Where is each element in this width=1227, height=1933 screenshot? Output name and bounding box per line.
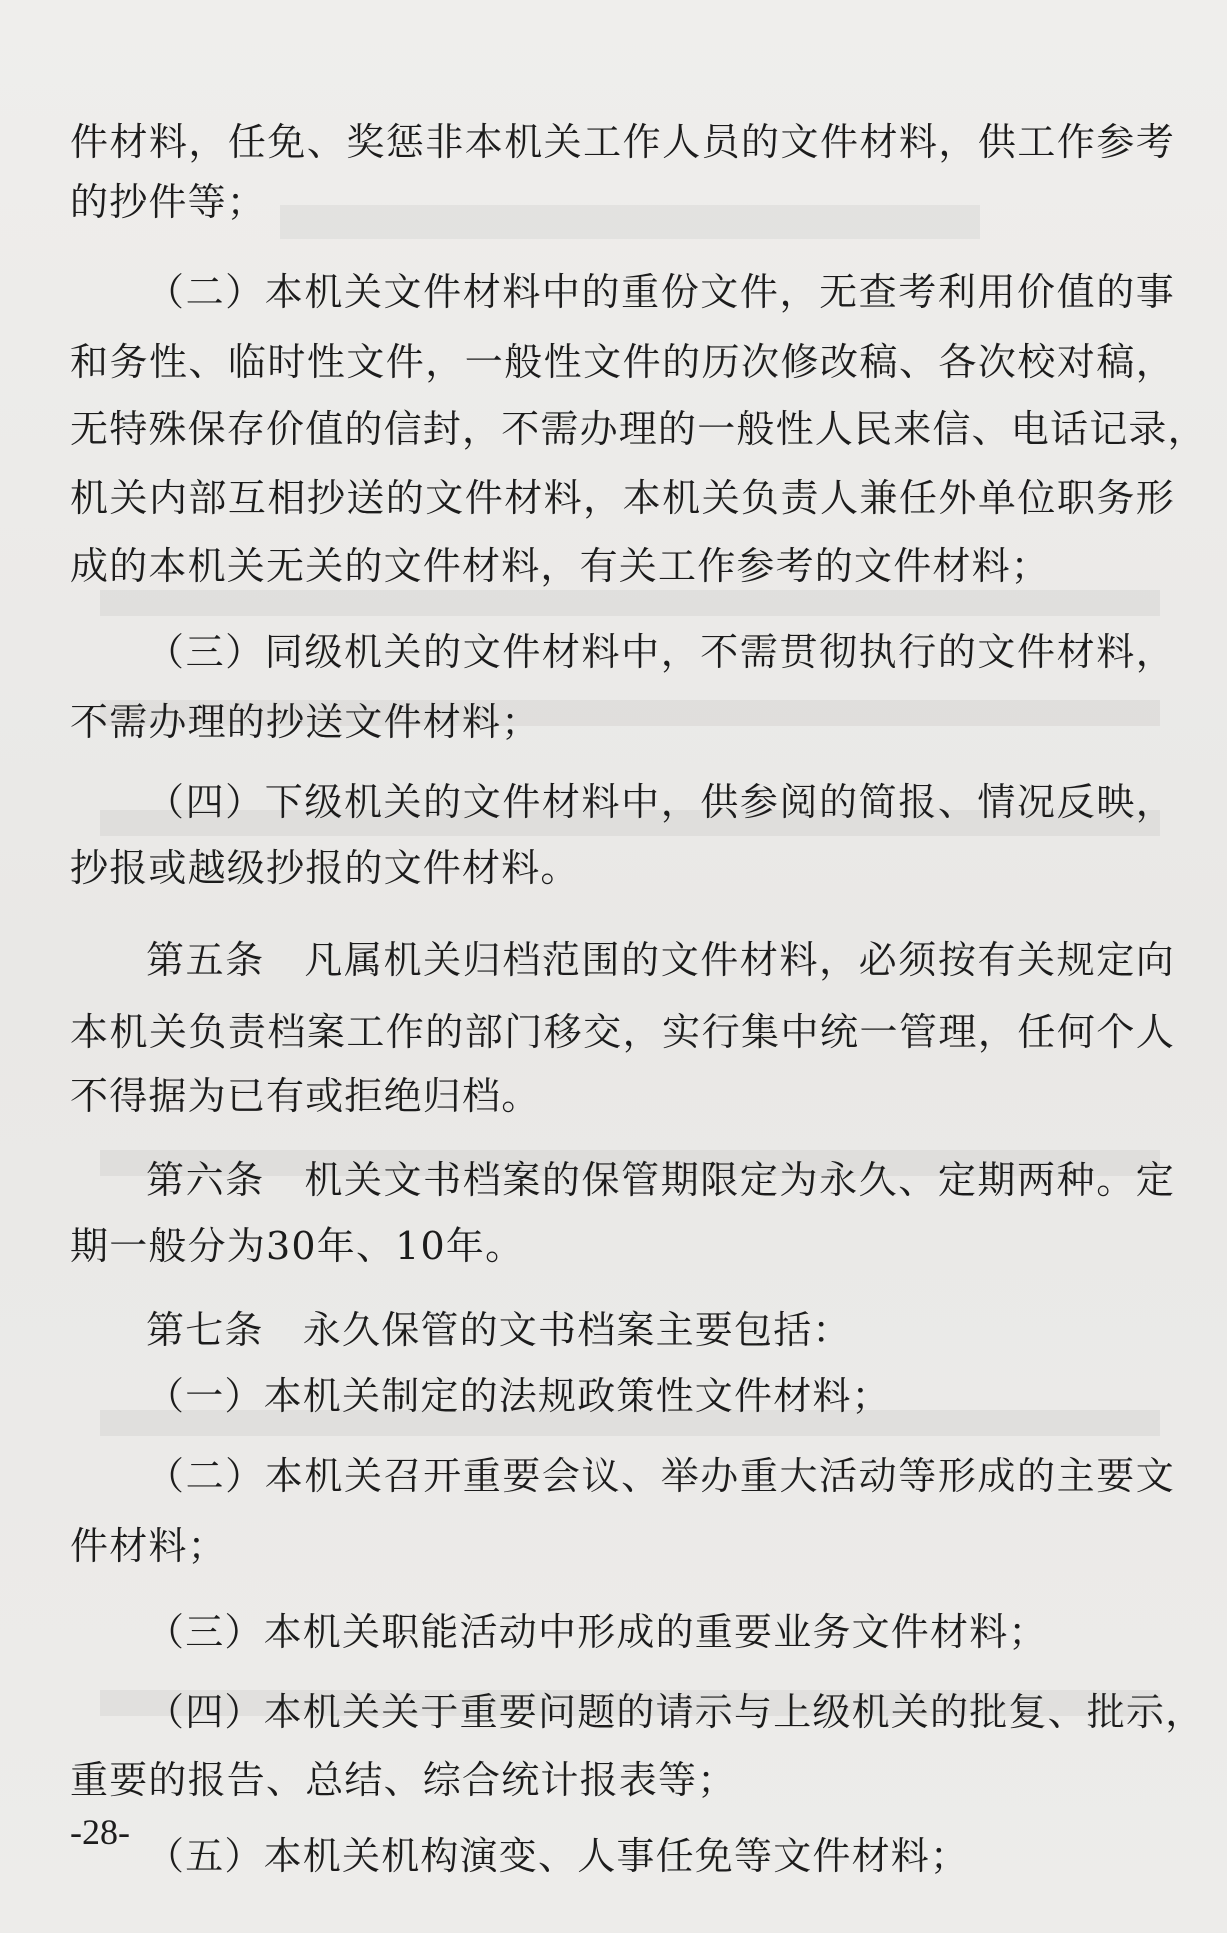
- body-text-line: （五）本机关机构演变、人事任免等文件材料；: [146, 1834, 970, 1878]
- body-text-line: 件材料；: [70, 1524, 227, 1568]
- body-text-line: （四）下级机关的文件材料中，供参阅的简报、情况反映，: [146, 780, 1175, 824]
- body-text-line: （四）本机关关于重要问题的请示与上级机关的批复、批示，: [146, 1690, 1205, 1734]
- body-text-line: 不得据为已有或拒绝归档。: [70, 1074, 541, 1118]
- body-text-line: 件材料，任免、奖惩非本机关工作人员的文件材料，供工作参考: [70, 120, 1175, 164]
- body-text-line: （三）同级机关的文件材料中，不需贯彻执行的文件材料，: [146, 630, 1175, 674]
- body-text-line: 成的本机关无关的文件材料，有关工作参考的文件材料；: [70, 544, 1051, 588]
- body-text-line: 第六条 机关文书档案的保管期限定为永久、定期两种。定: [146, 1158, 1175, 1202]
- body-text-line: 第七条 永久保管的文书档案主要包括：: [146, 1308, 852, 1352]
- body-text-line: 的抄件等；: [70, 180, 267, 224]
- body-text-line: 抄报或越级抄报的文件材料。: [70, 846, 580, 890]
- body-text-line: 不需办理的抄送文件材料；: [70, 700, 541, 744]
- body-text-line: （三）本机关职能活动中形成的重要业务文件材料；: [146, 1610, 1048, 1654]
- body-text-line: 和务性、临时性文件，一般性文件的历次修改稿、各次校对稿，: [70, 340, 1175, 384]
- page-number: -28-: [70, 1812, 130, 1852]
- body-text-line: 第五条 凡属机关归档范围的文件材料，必须按有关规定向: [146, 938, 1175, 982]
- body-text-line: 期一般分为30年、10年。: [70, 1224, 525, 1268]
- body-text-line: （二）本机关文件材料中的重份文件，无查考利用价值的事: [146, 270, 1175, 314]
- body-text-line: （一）本机关制定的法规政策性文件材料；: [146, 1374, 891, 1418]
- body-text-line: 机关内部互相抄送的文件材料，本机关负责人兼任外单位职务形: [70, 476, 1175, 520]
- body-text-line: 本机关负责档案工作的部门移交，实行集中统一管理，任何个人: [70, 1010, 1175, 1054]
- body-text-line: （二）本机关召开重要会议、举办重大活动等形成的主要文: [146, 1454, 1175, 1498]
- body-text-line: 重要的报告、总结、综合统计报表等；: [70, 1758, 737, 1802]
- body-text-line: 无特殊保存价值的信封，不需办理的一般性人民来信、电话记录，: [70, 407, 1207, 451]
